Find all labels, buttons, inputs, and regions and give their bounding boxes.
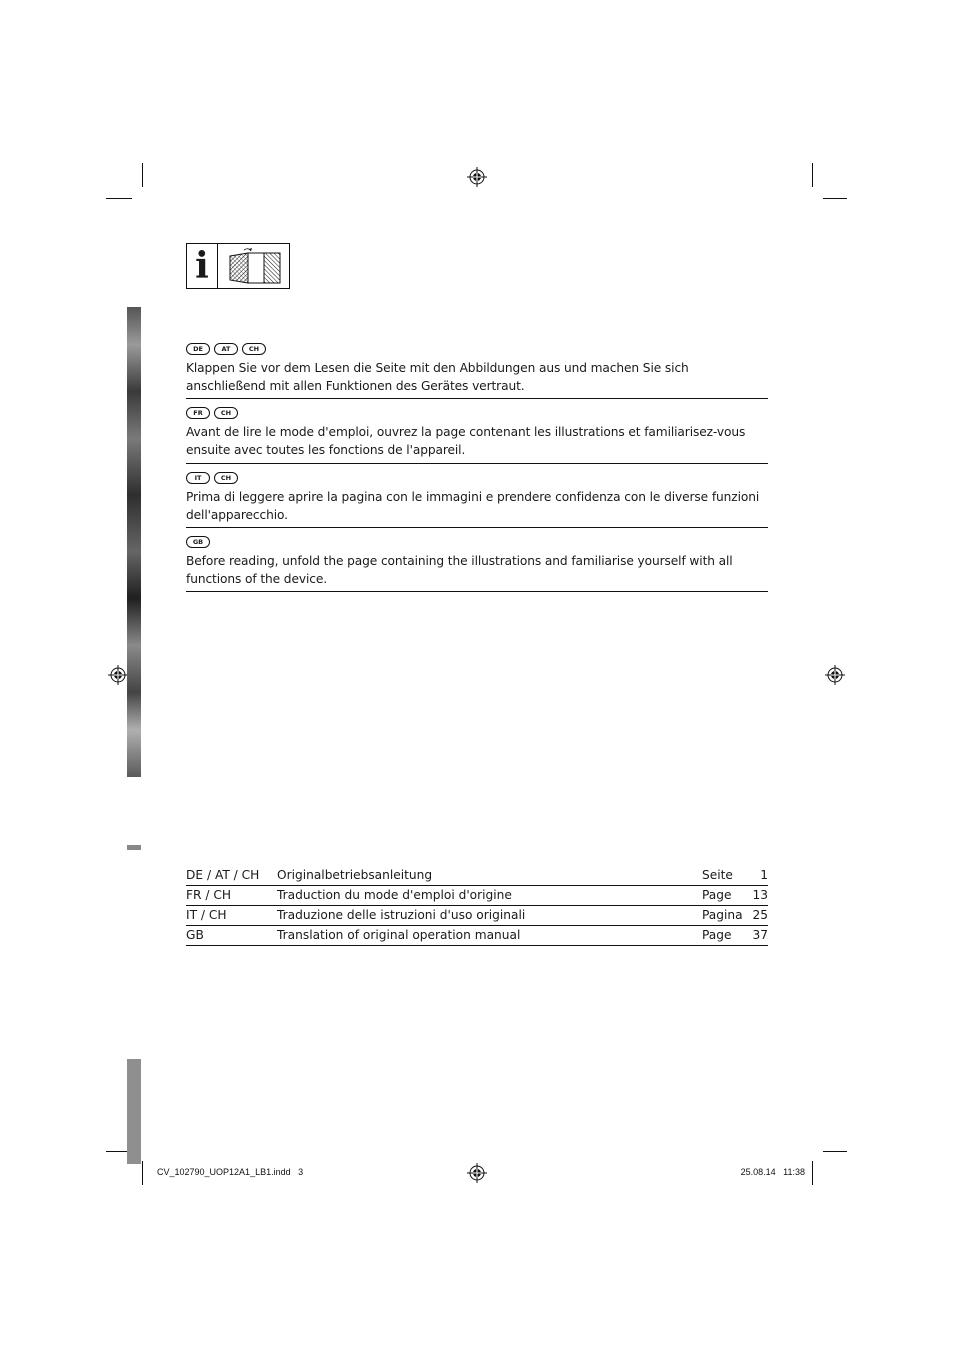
toc-title: Originalbetriebsanleitung — [277, 868, 433, 882]
toc-page-label: Seite — [702, 868, 733, 882]
footer-file-name: CV_102790_UOP12A1_LB1.indd 3 — [157, 1167, 304, 1177]
crop-mark — [812, 163, 813, 187]
language-badges — [186, 343, 768, 355]
crop-mark — [106, 198, 132, 199]
toc-page-label: Page — [702, 888, 732, 902]
toc-language-code: GB — [186, 928, 204, 942]
toc-language-code: DE / AT / CH — [186, 868, 260, 882]
language-badge: FR — [186, 407, 210, 419]
toc-title: Traduction du mode d'emploi d'origine — [277, 888, 512, 902]
language-section-gb — [186, 536, 768, 588]
fold-out-page-icon — [218, 244, 289, 288]
registration-mark-icon — [108, 665, 128, 685]
info-box — [186, 243, 290, 289]
divider — [186, 591, 768, 592]
registration-mark-icon — [467, 167, 487, 187]
language-section-fr — [186, 407, 768, 459]
language-badge: AT — [214, 343, 238, 355]
language-section-it — [186, 472, 768, 524]
side-photo-strip — [127, 307, 141, 777]
language-badge: CH — [214, 472, 238, 484]
toc-row[interactable] — [186, 866, 768, 886]
language-badge: IT — [186, 472, 210, 484]
toc-page-label: Pagina — [702, 908, 743, 922]
registration-mark-icon — [825, 665, 845, 685]
crop-mark — [823, 198, 847, 199]
section-text: Avant de lire le mode d'emploi, ouvrez la page contenant les illustrations et familiarisez-vous ensuite avec toutes les fonctions de l'appareil. — [186, 425, 746, 457]
toc-page-number: 25 — [752, 908, 768, 922]
toc-title: Traduzione delle istruzioni d'uso originali — [277, 908, 526, 922]
toc-language-code: FR / CH — [186, 888, 232, 902]
toc-title: Translation of original operation manual — [277, 928, 521, 942]
crop-mark — [823, 1151, 847, 1152]
language-section-de — [186, 343, 768, 395]
crop-mark — [812, 1161, 813, 1185]
toc-row[interactable] — [186, 906, 768, 926]
section-text: Before reading, unfold the page containing the illustrations and familiarise yourself with all functions of the device. — [186, 554, 733, 586]
info-letter: i — [195, 245, 209, 287]
language-badge: DE — [186, 343, 210, 355]
language-badge: GB — [186, 536, 210, 548]
language-badges — [186, 472, 768, 484]
info-icon — [187, 244, 218, 288]
divider — [186, 527, 768, 528]
language-badge: CH — [214, 407, 238, 419]
crop-mark — [142, 163, 143, 187]
language-badges — [186, 407, 768, 419]
language-badges — [186, 536, 768, 548]
toc-page-number: 13 — [752, 888, 768, 902]
table-of-contents — [186, 866, 768, 946]
crop-mark — [142, 1161, 143, 1185]
registration-mark-icon — [467, 1163, 487, 1183]
footer-datetime: 25.08.14 11:38 — [740, 1167, 805, 1177]
divider — [186, 463, 768, 464]
side-marker — [127, 845, 141, 850]
toc-row[interactable] — [186, 926, 768, 946]
side-thumb-tab — [127, 1059, 141, 1164]
divider — [186, 398, 768, 399]
language-badge: CH — [242, 343, 266, 355]
toc-page-number: 1 — [760, 868, 768, 882]
section-text: Prima di leggere aprire la pagina con le immagini e prendere confidenza con le diverse funzioni dell'apparecchio. — [186, 490, 760, 522]
toc-language-code: IT / CH — [186, 908, 227, 922]
toc-row[interactable] — [186, 886, 768, 906]
toc-page-label: Page — [702, 928, 732, 942]
section-text: Klappen Sie vor dem Lesen die Seite mit den Abbildungen aus und machen Sie sich anschließend mit allen Funktionen des Gerätes vertraut. — [186, 361, 689, 393]
toc-page-number: 37 — [752, 928, 768, 942]
